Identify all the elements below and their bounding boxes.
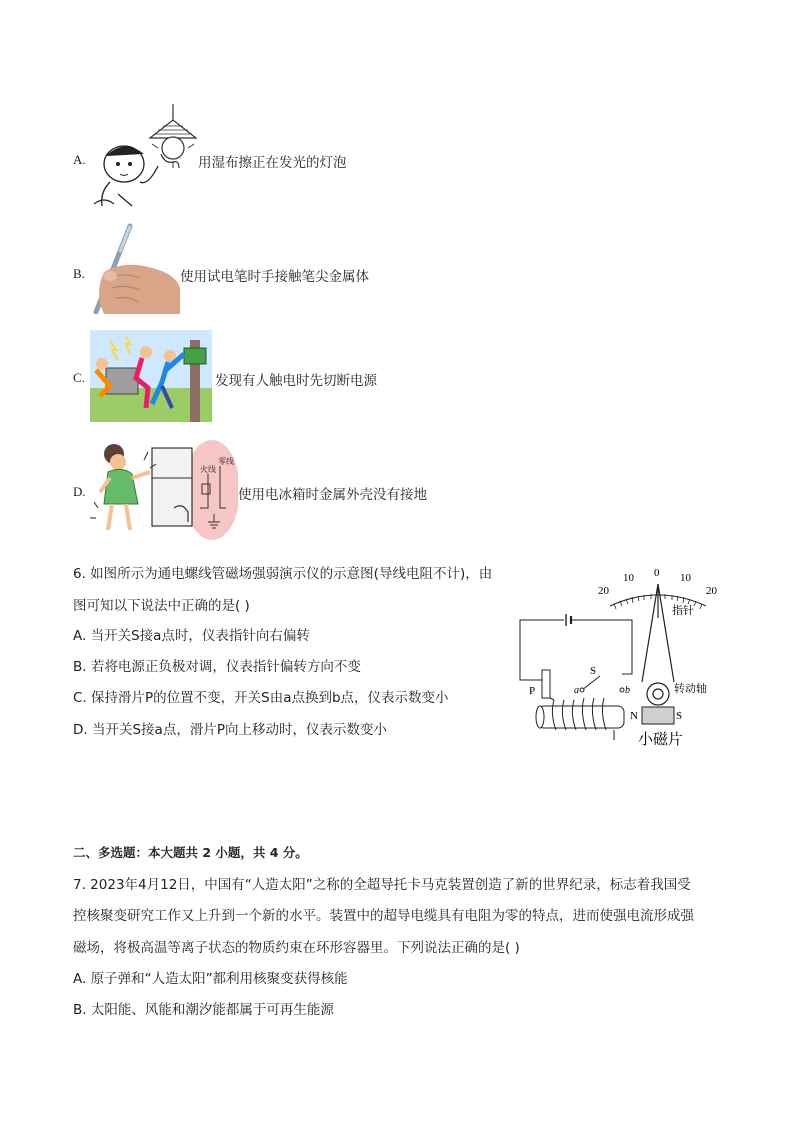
axis-label: 转动轴 (674, 683, 707, 695)
neutral-wire-label: 零线 (218, 457, 234, 466)
q7-stem-line-1: 7. 2023年4月12日，中国有“人造太阳”之称的全超导托卡马克装置创造了新的世界纪录，标志着我国受 (73, 877, 691, 893)
option-a-text: 用湿布擦正在发光的灯泡 (198, 155, 347, 171)
q7-option-a: A. 原子弹和“人造太阳”都利用核聚变获得核能 (73, 971, 348, 987)
contact-a-label: a (574, 685, 579, 696)
scale-label-left-20: 20 (598, 585, 609, 597)
option-d-illustration (90, 438, 238, 540)
pointer-label: 指针 (672, 605, 694, 617)
live-wire-label: 火线 (200, 465, 216, 474)
scale-label-right-20: 20 (706, 585, 717, 597)
option-b-letter: B. (73, 266, 85, 281)
solenoid-diagram (510, 562, 732, 752)
option-b-text: 使用试电笔时手接触笔尖金属体 (180, 269, 369, 285)
option-b-illustration (90, 222, 180, 314)
q7-stem-line-2: 控核聚变研究工作又上升到一个新的水平。装置中的超导电缆具有电阻为零的特点，进而使强电流形成强 (73, 908, 694, 924)
switch-label: S (590, 665, 597, 677)
solenoid-figure (510, 562, 732, 752)
q6-option-c: C. 保持滑片P的位置不变，开关S由a点换到b点，仪表示数变小 (73, 690, 449, 706)
scale-label-zero: 0 (654, 567, 660, 579)
slider-label: P (529, 685, 536, 697)
contact-b-label: b (625, 685, 630, 696)
q6-option-b: B. 若将电源正负极对调，仪表指针偏转方向不变 (73, 659, 361, 675)
fridge-ungrounded-illustration (90, 438, 238, 540)
option-d-letter: D. (73, 484, 86, 499)
test-pen-hand-photo (90, 222, 180, 314)
option-c-illustration (90, 330, 212, 422)
magnet-label: 小磁片 (638, 732, 684, 748)
scale-label-right-10: 10 (680, 572, 691, 584)
q6-option-a: A. 当开关S接a点时，仪表指针向右偏转 (73, 628, 310, 644)
q6-stem-line-2: 图可知以下说法中正确的是( ) (73, 598, 250, 614)
q7-stem-line-3: 磁场，将极高温等离子状态的物质约束在环形容器里。下列说法正确的是( ) (73, 940, 520, 956)
wipe-bulb-illustration (88, 104, 198, 212)
option-a-illustration (88, 104, 198, 212)
option-d-text: 使用电冰箱时金属外壳没有接地 (238, 487, 427, 503)
q6-option-d: D. 当开关S接a点，滑片P向上移动时，仪表示数变小 (73, 722, 387, 738)
q6-stem-line-1: 6. 如图所示为通电螺线管磁场强弱演示仪的示意图(导线电阻不计)，由 (73, 566, 493, 582)
cut-power-illustration (90, 330, 212, 422)
pole-n-label: N (630, 710, 638, 722)
pole-s-label: S (676, 710, 683, 722)
option-c-text: 发现有人触电时先切断电源 (215, 373, 377, 389)
section-2-title: 二、多选题：本大题共 2 小题，共 4 分。 (73, 845, 308, 860)
scale-label-left-10: 10 (623, 572, 634, 584)
option-a-letter: A. (73, 152, 86, 167)
q7-option-b: B. 太阳能、风能和潮汐能都属于可再生能源 (73, 1002, 334, 1018)
option-c-letter: C. (73, 370, 85, 385)
